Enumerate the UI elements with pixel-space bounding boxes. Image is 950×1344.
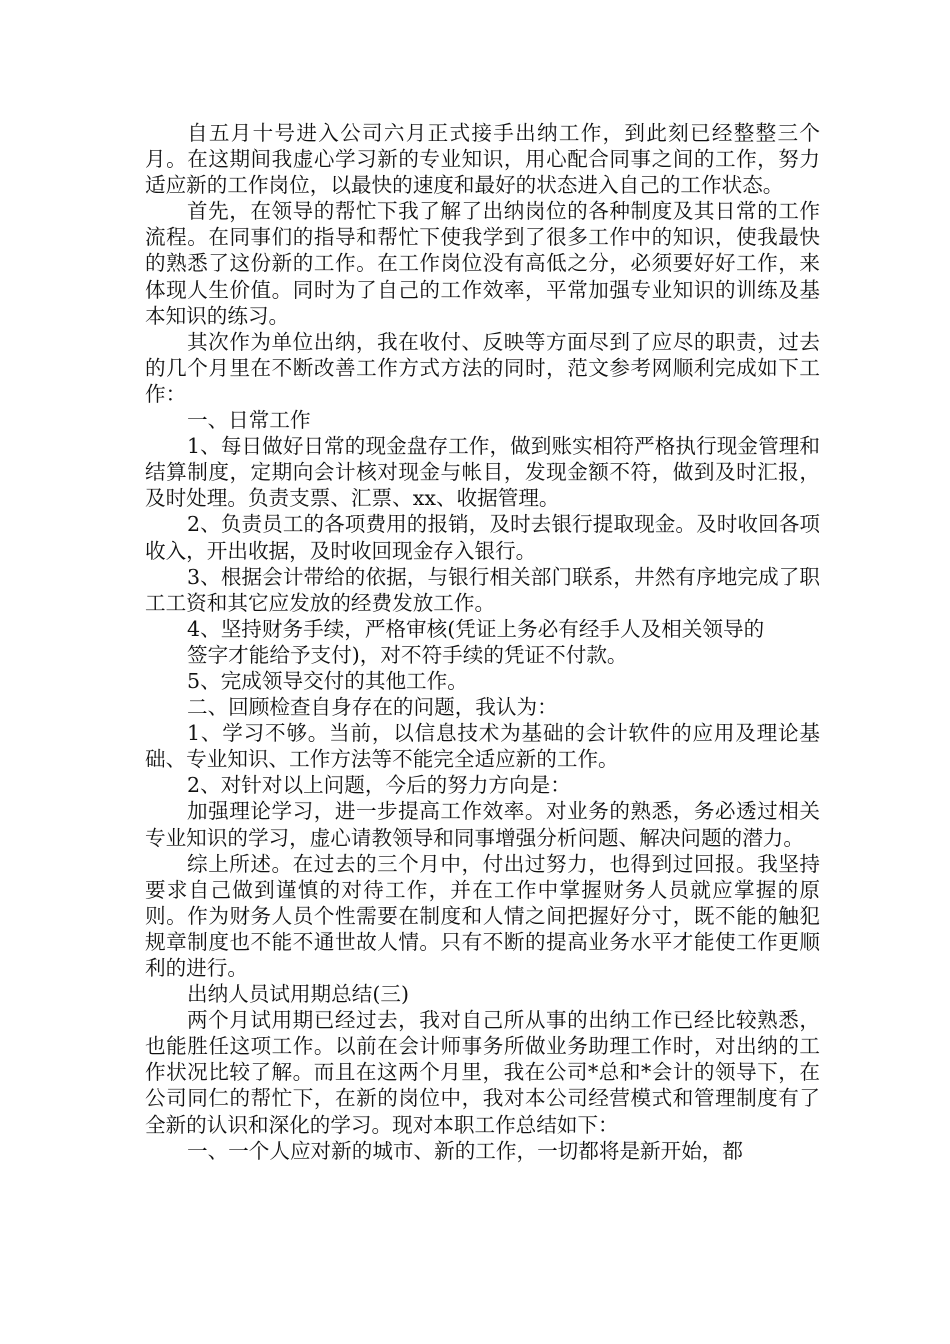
list-item-2: 2、负责员工的各项费用的报销，及时去银行提取现金。及时收回各项收入，开出收据，及时收回现金存入银行。 xyxy=(145,512,820,563)
paragraph-summary: 综上所述。在过去的三个月中，付出过努力，也得到过回报。我坚持要求自己做到谨慎的对待工作，并在工作中掌握财务人员就应掌握的原则。作为财务人员个性需要在制度和人情之间把握好分寸，既不能的触犯规章制度也不能不通世故人情。只有不断的提高业务水平才能使工作更顺利的进行。 xyxy=(145,851,820,980)
paragraph-second: 其次作为单位出纳，我在收付、反映等方面尽到了应尽的职责，过去的几个月里在不断改善工作方式方法的同时，范文参考网顺利完成如下工作： xyxy=(145,329,820,406)
document-body xyxy=(145,120,820,1164)
section-title-part-three: 出纳人员试用期总结(三) xyxy=(187,982,410,1007)
list-item-3: 3、根据会计带给的依据，与银行相关部门联系，井然有序地完成了职工工资和其它应发放的经费发放工作。 xyxy=(145,564,820,615)
section-heading-review: 二、回顾检查自身存在的问题，我认为： xyxy=(187,695,558,720)
section-heading-daily-work: 一、日常工作 xyxy=(187,408,311,433)
paragraph-first: 首先，在领导的帮忙下我了解了出纳岗位的各种制度及其日常的工作流程。在同事们的指导和帮忙下使我学到了很多工作中的知识，使我最快的熟悉了这份新的工作。在工作岗位没有高低之分，必须要好好工作，来体现人生价值。同时为了自己的工作效率，平常加强专业知识的训练及基本知识的练习。 xyxy=(145,199,820,328)
list-item-1: 1、每日做好日常的现金盘存工作，做到账实相符严格执行现金管理和结算制度，定期向会计核对现金与帐目，发现金额不符，做到及时汇报，及时处理。负责支票、汇票、xx、收据管理。 xyxy=(145,434,820,511)
review-item-2: 2、对针对以上问题，今后的努力方向是： xyxy=(187,773,571,798)
list-item-5: 5、完成领导交付的其他工作。 xyxy=(187,668,468,693)
paragraph-improvement: 加强理论学习，进一步提高工作效率。对业务的熟悉，务必透过相关专业知识的学习，虚心请教领导和同事增强分析问题、解决问题的潜力。 xyxy=(145,799,820,850)
paragraph-probation: 两个月试用期已经过去，我对自己所从事的出纳工作已经比较熟悉，也能胜任这项工作。以前在会计师事务所做业务助理工作时，对出纳的工作状况比较了解。而且在这两个月里，我在公司*总和*会计的领导下，在公司同仁的帮忙下，在新的岗位中，我对本公司经营模式和管理制度有了全新的认识和深化的学习。现对本职工作总结如下： xyxy=(145,1008,820,1137)
review-item-1: 1、学习不够。当前，以信息技术为基础的会计软件的应用及理论基础、专业知识、工作方法等不能完全适应新的工作。 xyxy=(145,721,820,772)
list-item-4: 4、坚持财务手续，严格审核(凭证上务必有经手人及相关领导的 xyxy=(187,616,765,641)
paragraph-new-start: 一、一个人应对新的城市、新的工作，一切都将是新开始，都 xyxy=(187,1138,744,1163)
paragraph-intro: 自五月十号进入公司六月正式接手出纳工作，到此刻已经整整三个月。在这期间我虚心学习新的专业知识，用心配合同事之间的工作，努力适应新的工作岗位，以最快的速度和最好的状态进入自己的工作状态。 xyxy=(145,121,820,198)
list-item-4-continued: 签字才能给予支付)，对不符手续的凭证不付款。 xyxy=(187,642,628,667)
